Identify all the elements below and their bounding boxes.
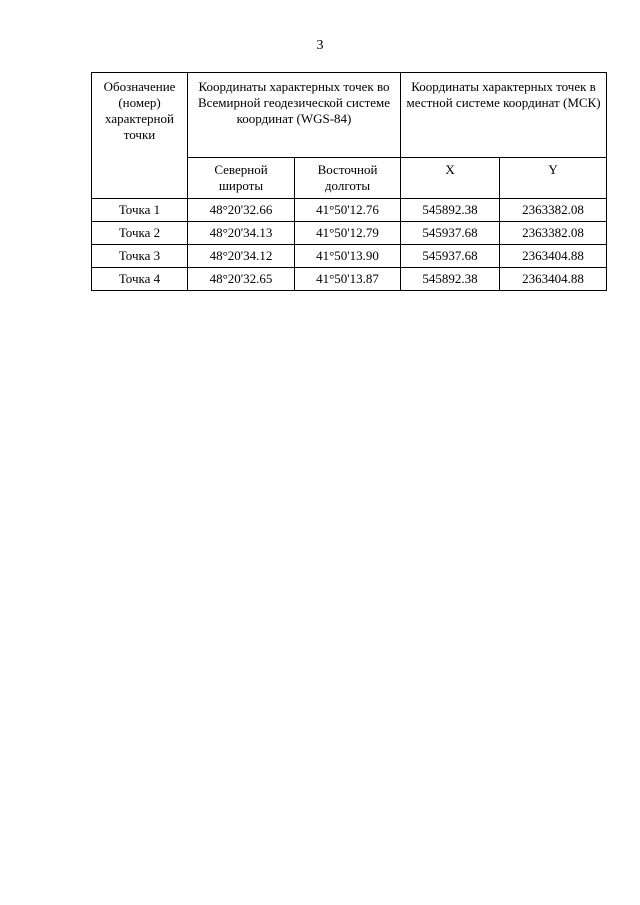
cell-point: Точка 4 xyxy=(92,268,188,291)
page-number: 3 xyxy=(316,38,324,53)
coordinates-table xyxy=(91,72,607,291)
header-east-longitude: Восточной долготы xyxy=(295,158,401,199)
cell-y: 2363382.08 xyxy=(500,199,607,222)
header-row-top xyxy=(92,73,607,158)
table-row xyxy=(92,199,607,222)
header-point-designation: Обозначение (номер) характерной точки xyxy=(92,73,188,199)
table-row xyxy=(92,245,607,268)
cell-y: 2363404.88 xyxy=(500,268,607,291)
header-wgs84-group: Координаты характерных точек во Всемирной геодезической системе координат (WGS-84) xyxy=(188,73,401,158)
cell-x: 545937.68 xyxy=(401,245,500,268)
cell-x: 545937.68 xyxy=(401,222,500,245)
cell-point: Точка 1 xyxy=(92,199,188,222)
cell-longitude: 41°50'13.87 xyxy=(295,268,401,291)
cell-y: 2363382.08 xyxy=(500,222,607,245)
cell-longitude: 41°50'13.90 xyxy=(295,245,401,268)
cell-x: 545892.38 xyxy=(401,268,500,291)
cell-x: 545892.38 xyxy=(401,199,500,222)
header-x: X xyxy=(401,158,500,199)
cell-y: 2363404.88 xyxy=(500,245,607,268)
header-y: Y xyxy=(500,158,607,199)
table-row xyxy=(92,222,607,245)
cell-latitude: 48°20'34.12 xyxy=(188,245,295,268)
header-msk-group: Координаты характерных точек в местной системе координат (МСК) xyxy=(401,73,607,158)
cell-latitude: 48°20'34.13 xyxy=(188,222,295,245)
cell-longitude: 41°50'12.76 xyxy=(295,199,401,222)
cell-longitude: 41°50'12.79 xyxy=(295,222,401,245)
cell-point: Точка 3 xyxy=(92,245,188,268)
cell-latitude: 48°20'32.65 xyxy=(188,268,295,291)
cell-latitude: 48°20'32.66 xyxy=(188,199,295,222)
cell-point: Точка 2 xyxy=(92,222,188,245)
header-north-latitude: Северной широты xyxy=(188,158,295,199)
table-row xyxy=(92,268,607,291)
